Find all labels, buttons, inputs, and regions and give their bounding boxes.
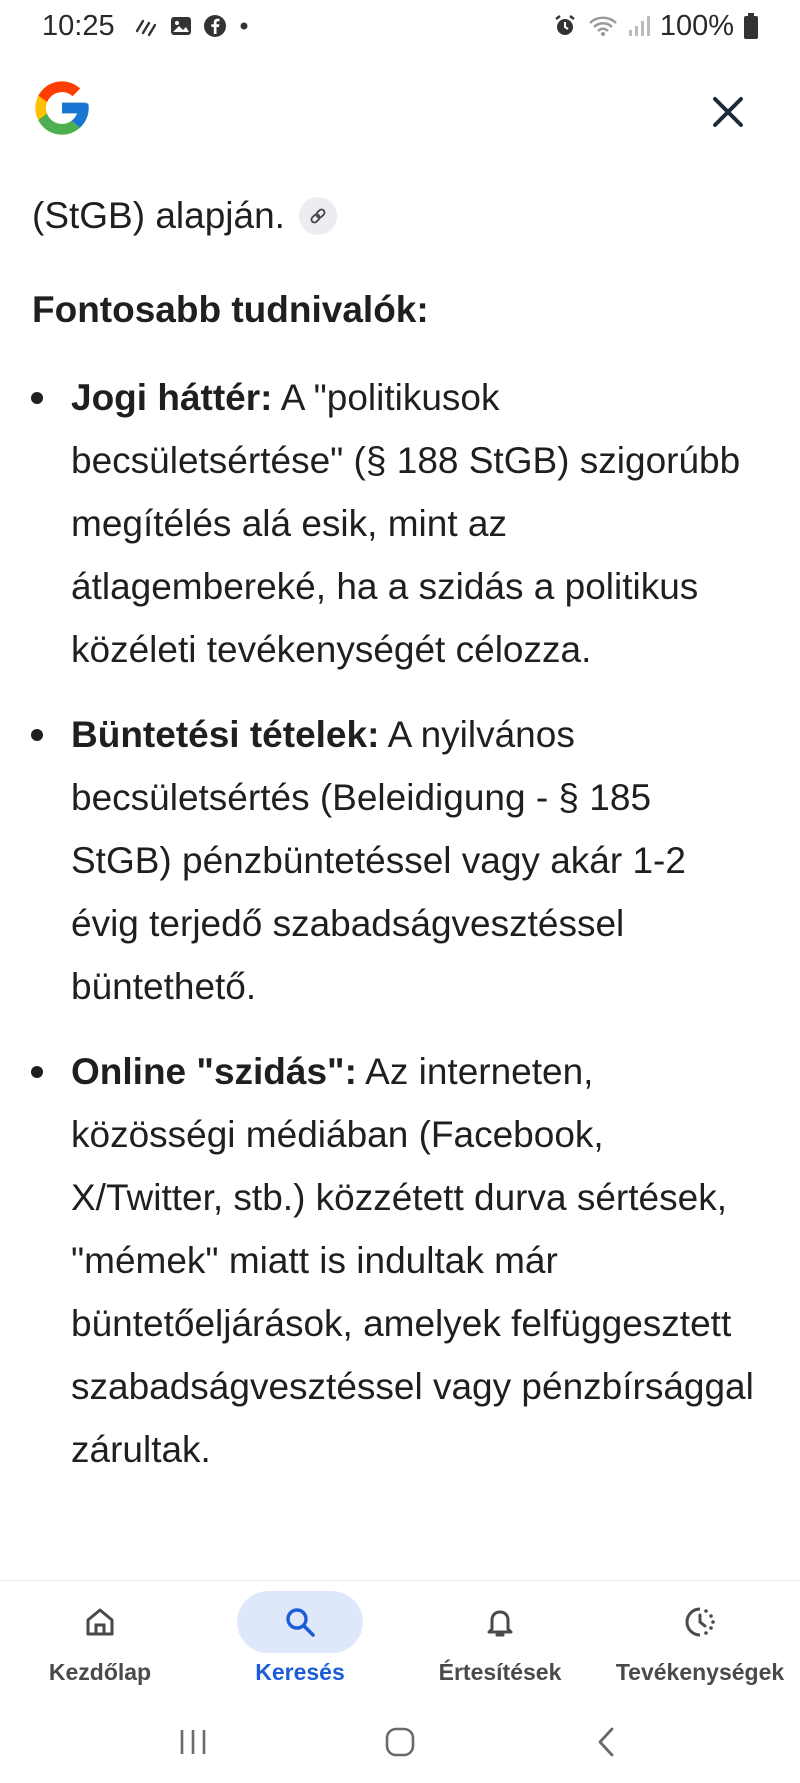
wifi-icon	[588, 14, 618, 38]
home-circle-icon	[383, 1725, 417, 1759]
gallery-icon	[169, 14, 193, 38]
nav-label: Értesítések	[438, 1659, 562, 1685]
back-icon	[592, 1725, 622, 1759]
section-heading: Fontosabb tudnivalók:	[32, 289, 429, 330]
nav-item-notifications[interactable]	[400, 1581, 600, 1698]
home-icon	[83, 1605, 117, 1639]
bullet-title: Jogi háttér:	[71, 377, 273, 418]
nav-label: Tevékenységek	[615, 1659, 785, 1685]
alarm-icon	[552, 13, 578, 39]
nav-pill	[37, 1591, 163, 1653]
status-left	[42, 10, 251, 43]
nav-pill	[637, 1591, 763, 1653]
system-home-button[interactable]	[370, 1717, 430, 1767]
list-item	[0, 703, 800, 1018]
source-link-button[interactable]	[299, 197, 337, 235]
dot-icon	[237, 19, 251, 33]
nav-pill	[237, 1591, 363, 1653]
recent-apps-button[interactable]	[163, 1717, 223, 1767]
nav-pill	[437, 1591, 563, 1653]
nav-item-activity[interactable]	[600, 1581, 800, 1698]
bell-icon	[483, 1605, 517, 1639]
continuation-line	[32, 184, 337, 247]
nav-item-search[interactable]	[200, 1581, 400, 1698]
google-g-logo	[30, 76, 94, 140]
nav-label: Kezdőlap	[48, 1659, 152, 1685]
list-item	[0, 1040, 800, 1481]
nav-label: Keresés	[255, 1659, 345, 1685]
system-navigation	[0, 1700, 800, 1783]
continuation-text: (StGB) alapján.	[32, 195, 285, 236]
app-header	[0, 70, 800, 150]
search-icon	[283, 1605, 317, 1639]
link-icon	[308, 206, 328, 226]
close-button[interactable]	[700, 84, 756, 140]
bullet-title: Büntetési tételek:	[71, 714, 380, 755]
battery-text: 100%	[659, 9, 734, 42]
status-time: 10:25	[42, 9, 115, 42]
back-button[interactable]	[577, 1717, 637, 1767]
battery-icon	[744, 13, 758, 39]
bullet-text: A "politikusok becsületsértése" (§ 188 StGB) szigorúbb megítélés alá esik, mint az átlagembereké, ha a szidás a politikus közéleti tevékenységét célozza.	[71, 377, 741, 670]
close-icon	[710, 94, 746, 130]
bullet-text: A nyilvános becsületsértés (Beleidigung - § 185 StGB) pénzbüntetéssel vagy akár 1-2 évig terjedő szabadságvesztéssel büntethető.	[71, 714, 686, 1007]
recent-apps-icon	[176, 1727, 210, 1757]
nav-item-home[interactable]	[0, 1581, 200, 1698]
status-right	[552, 10, 758, 43]
bullet-text: Az interneten, közösségi médiában (Facebook, X/Twitter, stb.) közzétett durva sértések, "mémek" miatt is indultak már büntetőeljárások, amelyek felfüggesztett szabadságvesztéssel vagy pénzbírsággal zárultak.	[71, 1051, 754, 1470]
bullet-title: Online "szidás":	[71, 1051, 357, 1092]
status-bar	[0, 0, 800, 52]
bullet-list	[0, 366, 800, 1503]
activity-icon	[683, 1605, 717, 1639]
list-item	[0, 366, 800, 681]
signal-icon	[628, 14, 650, 38]
wavy-lines-icon	[135, 15, 159, 37]
bottom-navigation	[0, 1580, 800, 1698]
facebook-icon	[203, 14, 227, 38]
